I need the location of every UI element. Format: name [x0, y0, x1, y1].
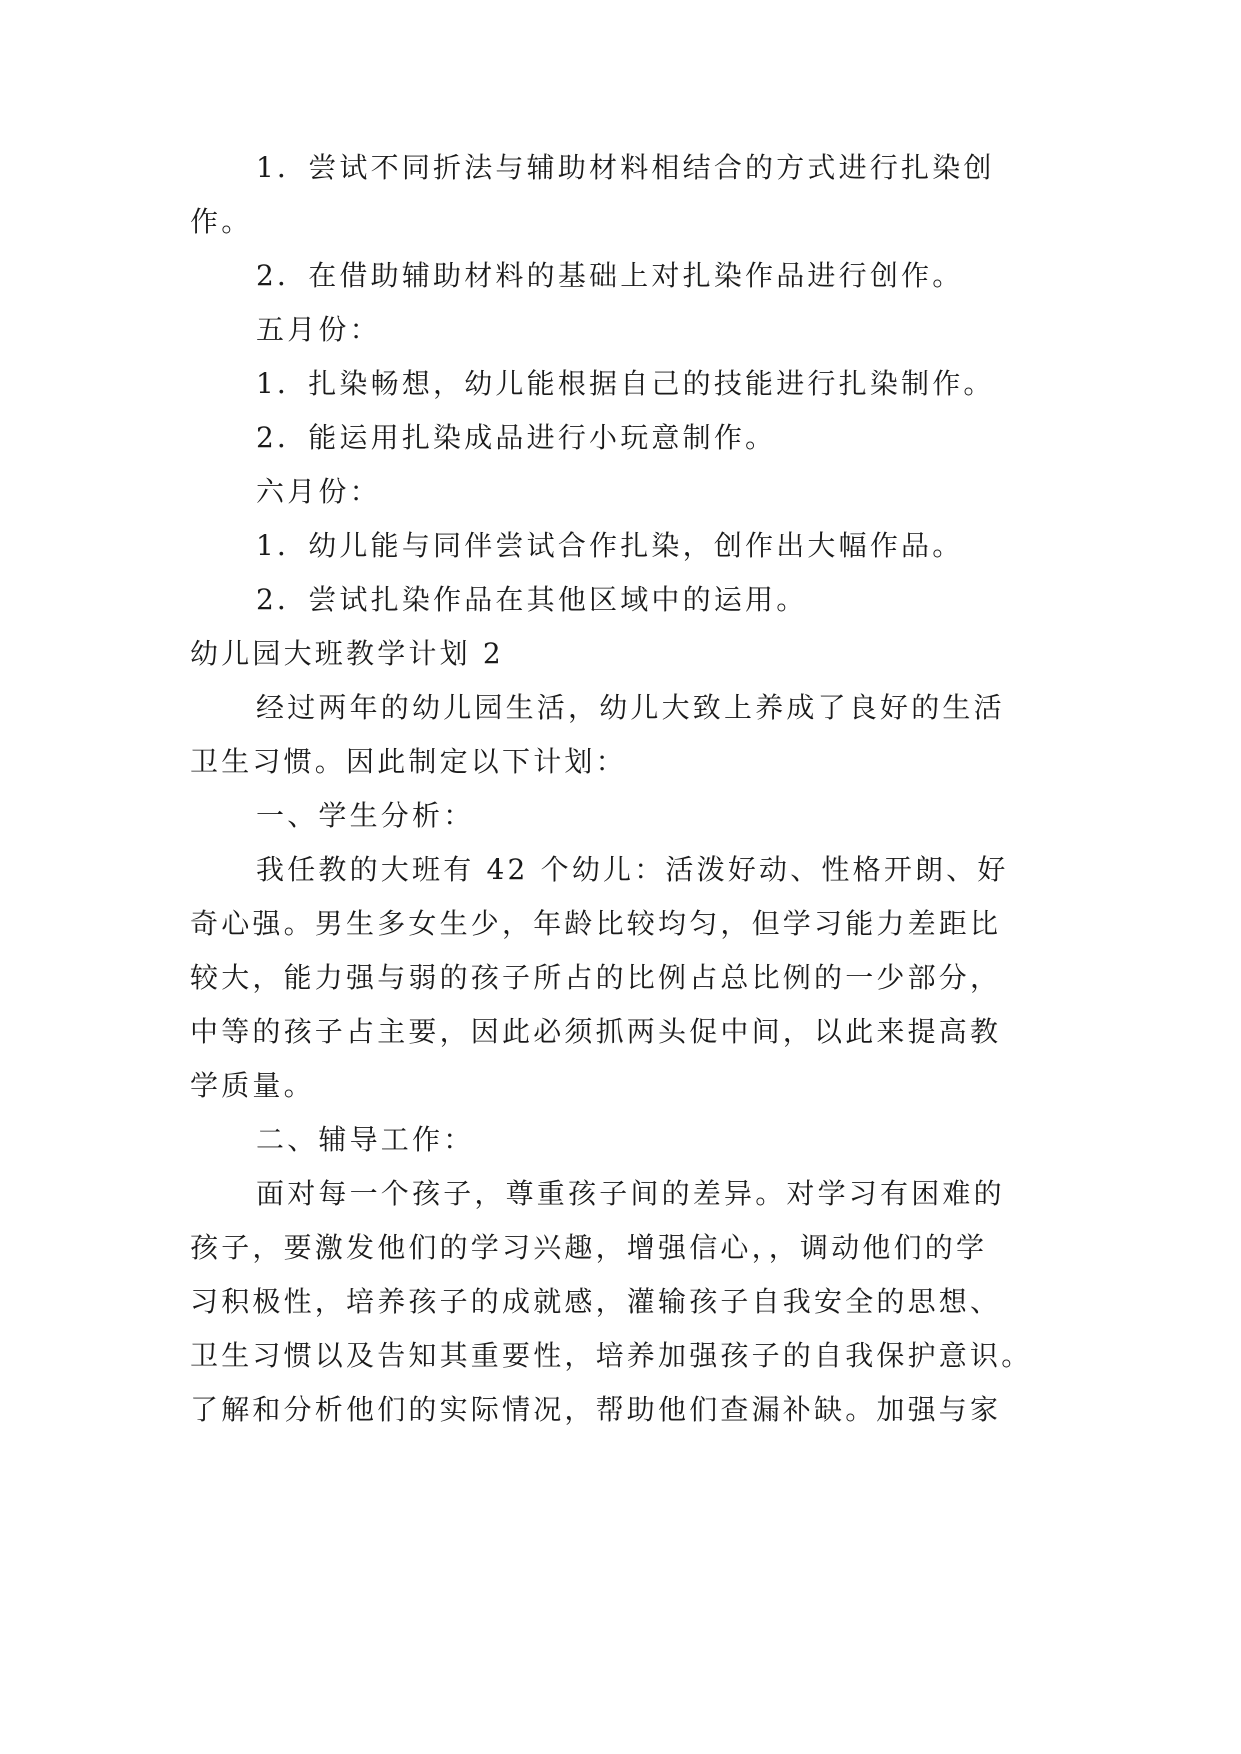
text-line: 1．幼儿能与同伴尝试合作扎染，创作出大幅作品。	[256, 529, 964, 562]
text-line: 学质量。	[190, 1069, 315, 1102]
text-line: 2．在借助辅助材料的基础上对扎染作品进行创作。	[256, 259, 964, 292]
text-line: 1．扎染畅想，幼儿能根据自己的技能进行扎染制作。	[256, 367, 995, 400]
text-line: 卫生习惯。因此制定以下计划：	[190, 745, 627, 778]
document-title: 幼儿园大班教学计划 2	[190, 637, 504, 670]
text-line: 卫生习惯以及告知其重要性，培养加强孩子的自我保护意识。	[190, 1339, 1033, 1372]
text-line: 较大，能力强与弱的孩子所占的比例占总比例的一少部分，	[190, 961, 1002, 994]
text-line: 奇心强。男生多女生少，年龄比较均匀，但学习能力差距比	[190, 907, 1002, 940]
text-line: 中等的孩子占主要，因此必须抓两头促中间，以此来提高教	[190, 1015, 1002, 1048]
text-line: 我任教的大班有 42 个幼儿：活泼好动、性格开朗、好	[256, 853, 1009, 886]
text-line: 2．能运用扎染成品进行小玩意制作。	[256, 421, 777, 454]
text-line: 面对每一个孩子，尊重孩子间的差异。对学习有困难的	[256, 1177, 1005, 1210]
text-line: 孩子，要激发他们的学习兴趣，增强信心，，调动他们的学	[190, 1231, 988, 1264]
section-heading: 五月份：	[256, 313, 381, 346]
document-body	[190, 151, 1050, 1426]
section-heading: 一、学生分析：	[256, 799, 475, 832]
text-line: 2．尝试扎染作品在其他区域中的运用。	[256, 583, 808, 616]
text-line: 习积极性，培养孩子的成就感，灌输孩子自我安全的思想、	[190, 1285, 1002, 1318]
text-line: 经过两年的幼儿园生活，幼儿大致上养成了良好的生活	[256, 691, 1005, 724]
text-line: 1．尝试不同折法与辅助材料相结合的方式进行扎染创	[256, 151, 995, 184]
section-heading: 六月份：	[256, 475, 381, 508]
section-heading: 二、辅导工作：	[256, 1123, 475, 1156]
text-line: 了解和分析他们的实际情况，帮助他们查漏补缺。加强与家	[190, 1393, 1002, 1426]
text-line: 作。	[190, 205, 253, 238]
